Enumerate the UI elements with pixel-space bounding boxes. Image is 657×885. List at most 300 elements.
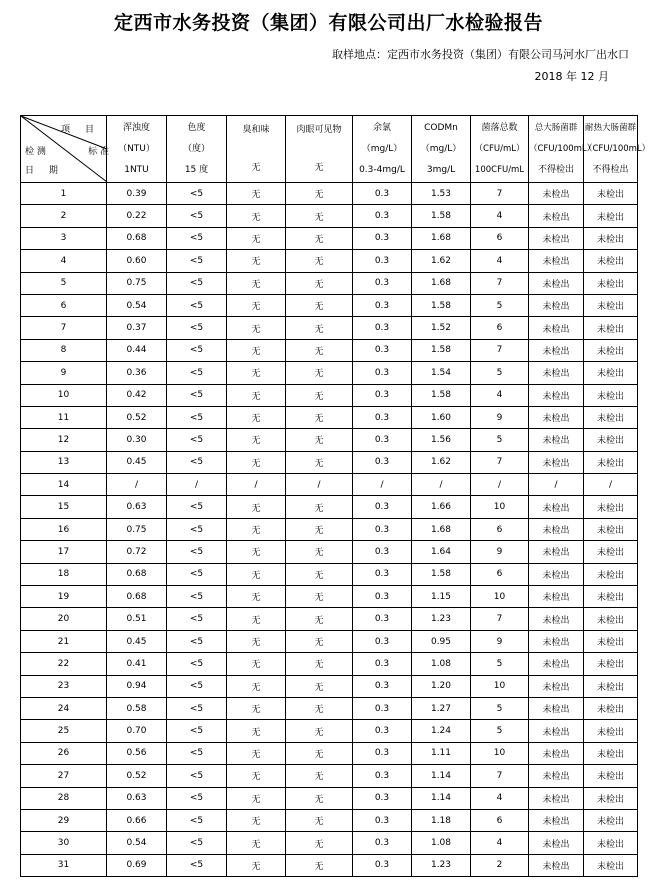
- table-row: [21, 720, 638, 742]
- cell-codmn: 1.66: [412, 496, 471, 518]
- cell-turbidity: 0.37: [107, 317, 167, 339]
- table-row: [21, 384, 638, 406]
- cell-thermo-coliform: 未检出: [584, 205, 638, 227]
- cell-colony-count: 6: [471, 809, 529, 831]
- cell-colony-count: 7: [471, 765, 529, 787]
- table-row: [21, 272, 638, 294]
- cell-turbidity: 0.54: [107, 294, 167, 316]
- cell-residual-chlorine: 0.3: [353, 317, 412, 339]
- cell-residual-chlorine: 0.3: [353, 742, 412, 764]
- cell-total-coliform: 未检出: [529, 362, 584, 384]
- cell-colony-count: 6: [471, 317, 529, 339]
- cell-date: 30: [21, 832, 107, 854]
- cell-residual-chlorine: 0.3: [353, 496, 412, 518]
- cell-visible-matter: /: [286, 474, 353, 496]
- cell-total-coliform: 未检出: [529, 541, 584, 563]
- cell-total-coliform: 未检出: [529, 742, 584, 764]
- cell-codmn: 1.23: [412, 608, 471, 630]
- cell-thermo-coliform: 未检出: [584, 518, 638, 540]
- cell-visible-matter: 无: [286, 429, 353, 451]
- cell-thermo-coliform: 未检出: [584, 787, 638, 809]
- cell-date: 9: [21, 362, 107, 384]
- cell-total-coliform: 未检出: [529, 809, 584, 831]
- cell-codmn: 1.23: [412, 854, 471, 876]
- cell-date: 13: [21, 451, 107, 473]
- cell-thermo-coliform: 未检出: [584, 675, 638, 697]
- table-row: [21, 608, 638, 630]
- cell-turbidity: 0.45: [107, 630, 167, 652]
- cell-colony-count: 7: [471, 183, 529, 205]
- cell-date: 25: [21, 720, 107, 742]
- cell-residual-chlorine: 0.3: [353, 250, 412, 272]
- cell-codmn: 0.95: [412, 630, 471, 652]
- cell-odor: 无: [227, 608, 286, 630]
- cell-color: <5: [167, 563, 227, 585]
- cell-thermo-coliform: 未检出: [584, 832, 638, 854]
- cell-visible-matter: 无: [286, 608, 353, 630]
- cell-codmn: 1.68: [412, 518, 471, 540]
- col-header-odor: 臭和味 无: [227, 116, 286, 183]
- col-header-residual-chlorine: 余氯 （mg/L） 0.3-4mg/L: [353, 116, 412, 183]
- cell-color: <5: [167, 250, 227, 272]
- cell-total-coliform: 未检出: [529, 451, 584, 473]
- cell-thermo-coliform: 未检出: [584, 406, 638, 428]
- col-header-thermo-coliform: 耐热大肠菌群 （CFU/100mL） 不得检出: [584, 116, 638, 183]
- cell-odor: 无: [227, 765, 286, 787]
- cell-residual-chlorine: 0.3: [353, 339, 412, 361]
- cell-codmn: /: [412, 474, 471, 496]
- table-row: [21, 854, 638, 876]
- cell-color: <5: [167, 451, 227, 473]
- cell-turbidity: /: [107, 474, 167, 496]
- cell-color: <5: [167, 272, 227, 294]
- cell-date: 20: [21, 608, 107, 630]
- cell-colony-count: 5: [471, 294, 529, 316]
- cell-codmn: 1.68: [412, 227, 471, 249]
- cell-date: 21: [21, 630, 107, 652]
- table-row: [21, 518, 638, 540]
- cell-turbidity: 0.30: [107, 429, 167, 451]
- cell-odor: 无: [227, 339, 286, 361]
- table-row: [21, 227, 638, 249]
- cell-color: <5: [167, 608, 227, 630]
- corner-item-label: 项 目: [61, 125, 100, 135]
- cell-color: <5: [167, 384, 227, 406]
- cell-thermo-coliform: 未检出: [584, 563, 638, 585]
- cell-odor: 无: [227, 183, 286, 205]
- cell-visible-matter: 无: [286, 250, 353, 272]
- cell-turbidity: 0.51: [107, 608, 167, 630]
- table-row: [21, 406, 638, 428]
- cell-odor: 无: [227, 720, 286, 742]
- cell-odor: 无: [227, 563, 286, 585]
- cell-codmn: 1.14: [412, 787, 471, 809]
- cell-date: 24: [21, 697, 107, 719]
- cell-turbidity: 0.41: [107, 653, 167, 675]
- cell-date: 7: [21, 317, 107, 339]
- cell-total-coliform: 未检出: [529, 496, 584, 518]
- cell-visible-matter: 无: [286, 630, 353, 652]
- cell-color: <5: [167, 205, 227, 227]
- cell-residual-chlorine: 0.3: [353, 720, 412, 742]
- cell-total-coliform: 未检出: [529, 675, 584, 697]
- cell-total-coliform: 未检出: [529, 697, 584, 719]
- cell-thermo-coliform: 未检出: [584, 362, 638, 384]
- table-row: [21, 205, 638, 227]
- cell-odor: 无: [227, 742, 286, 764]
- cell-total-coliform: 未检出: [529, 630, 584, 652]
- table-row: [21, 697, 638, 719]
- table-row: [21, 541, 638, 563]
- table-row: [21, 787, 638, 809]
- cell-codmn: 1.20: [412, 675, 471, 697]
- cell-color: <5: [167, 787, 227, 809]
- cell-total-coliform: 未检出: [529, 608, 584, 630]
- cell-date: 2: [21, 205, 107, 227]
- cell-date: 1: [21, 183, 107, 205]
- cell-date: 18: [21, 563, 107, 585]
- cell-colony-count: 5: [471, 697, 529, 719]
- report-date: 2018 年 12 月: [534, 70, 609, 83]
- cell-date: 29: [21, 809, 107, 831]
- cell-codmn: 1.62: [412, 250, 471, 272]
- cell-residual-chlorine: 0.3: [353, 675, 412, 697]
- cell-colony-count: 2: [471, 854, 529, 876]
- cell-visible-matter: 无: [286, 697, 353, 719]
- cell-thermo-coliform: 未检出: [584, 317, 638, 339]
- cell-colony-count: /: [471, 474, 529, 496]
- cell-visible-matter: 无: [286, 317, 353, 339]
- cell-turbidity: 0.63: [107, 496, 167, 518]
- cell-date: 19: [21, 586, 107, 608]
- inspection-table: [20, 115, 651, 877]
- table-row: [21, 362, 638, 384]
- table-row: [21, 339, 638, 361]
- cell-residual-chlorine: 0.3: [353, 563, 412, 585]
- cell-visible-matter: 无: [286, 272, 353, 294]
- cell-colony-count: 10: [471, 586, 529, 608]
- cell-residual-chlorine: 0.3: [353, 854, 412, 876]
- cell-colony-count: 7: [471, 451, 529, 473]
- header-row: [21, 116, 638, 183]
- cell-colony-count: 4: [471, 787, 529, 809]
- cell-turbidity: 0.69: [107, 854, 167, 876]
- cell-color: <5: [167, 362, 227, 384]
- cell-turbidity: 0.45: [107, 451, 167, 473]
- cell-color: <5: [167, 742, 227, 764]
- cell-codmn: 1.68: [412, 272, 471, 294]
- cell-thermo-coliform: 未检出: [584, 720, 638, 742]
- cell-thermo-coliform: 未检出: [584, 630, 638, 652]
- cell-color: <5: [167, 541, 227, 563]
- table-row: [21, 809, 638, 831]
- cell-turbidity: 0.70: [107, 720, 167, 742]
- cell-visible-matter: 无: [286, 362, 353, 384]
- cell-date: 5: [21, 272, 107, 294]
- cell-odor: 无: [227, 541, 286, 563]
- col-header-total-coliform: 总大肠菌群 （CFU/100mL） 不得检出: [529, 116, 584, 183]
- cell-color: <5: [167, 183, 227, 205]
- cell-residual-chlorine: 0.3: [353, 227, 412, 249]
- cell-codmn: 1.11: [412, 742, 471, 764]
- cell-codmn: 1.58: [412, 563, 471, 585]
- cell-turbidity: 0.36: [107, 362, 167, 384]
- cell-thermo-coliform: 未检出: [584, 854, 638, 876]
- cell-turbidity: 0.94: [107, 675, 167, 697]
- cell-thermo-coliform: 未检出: [584, 586, 638, 608]
- cell-colony-count: 10: [471, 496, 529, 518]
- cell-odor: 无: [227, 384, 286, 406]
- cell-color: <5: [167, 586, 227, 608]
- cell-codmn: 1.56: [412, 429, 471, 451]
- cell-colony-count: 7: [471, 339, 529, 361]
- cell-codmn: 1.62: [412, 451, 471, 473]
- cell-residual-chlorine: 0.3: [353, 697, 412, 719]
- cell-total-coliform: 未检出: [529, 854, 584, 876]
- cell-residual-chlorine: 0.3: [353, 384, 412, 406]
- table-row: [21, 832, 638, 854]
- cell-color: <5: [167, 854, 227, 876]
- cell-residual-chlorine: 0.3: [353, 294, 412, 316]
- cell-codmn: 1.08: [412, 653, 471, 675]
- cell-total-coliform: 未检出: [529, 586, 584, 608]
- cell-date: 14: [21, 474, 107, 496]
- cell-visible-matter: 无: [286, 496, 353, 518]
- cell-codmn: 1.58: [412, 384, 471, 406]
- col-header-colony-count: 菌落总数 （CFU/mL） 100CFU/mL: [471, 116, 529, 183]
- cell-odor: 无: [227, 294, 286, 316]
- cell-thermo-coliform: 未检出: [584, 339, 638, 361]
- cell-total-coliform: 未检出: [529, 563, 584, 585]
- cell-date: 31: [21, 854, 107, 876]
- cell-codmn: 1.08: [412, 832, 471, 854]
- cell-turbidity: 0.68: [107, 227, 167, 249]
- cell-date: 17: [21, 541, 107, 563]
- cell-thermo-coliform: 未检出: [584, 653, 638, 675]
- cell-colony-count: 4: [471, 832, 529, 854]
- sampling-location: 取样地点：定西市水务投资（集团）有限公司马河水厂出水口: [332, 48, 629, 61]
- cell-thermo-coliform: 未检出: [584, 608, 638, 630]
- table-row: [21, 451, 638, 473]
- cell-thermo-coliform: 未检出: [584, 183, 638, 205]
- cell-thermo-coliform: /: [584, 474, 638, 496]
- cell-codmn: 1.24: [412, 720, 471, 742]
- cell-turbidity: 0.66: [107, 809, 167, 831]
- cell-turbidity: 0.22: [107, 205, 167, 227]
- cell-visible-matter: 无: [286, 227, 353, 249]
- cell-thermo-coliform: 未检出: [584, 541, 638, 563]
- cell-residual-chlorine: 0.3: [353, 205, 412, 227]
- cell-color: <5: [167, 317, 227, 339]
- cell-visible-matter: 无: [286, 832, 353, 854]
- cell-colony-count: 10: [471, 742, 529, 764]
- cell-residual-chlorine: 0.3: [353, 451, 412, 473]
- cell-visible-matter: 无: [286, 653, 353, 675]
- cell-color: <5: [167, 720, 227, 742]
- table-row: [21, 675, 638, 697]
- cell-colony-count: 9: [471, 406, 529, 428]
- cell-visible-matter: 无: [286, 854, 353, 876]
- cell-date: 10: [21, 384, 107, 406]
- cell-date: 12: [21, 429, 107, 451]
- cell-thermo-coliform: 未检出: [584, 765, 638, 787]
- cell-turbidity: 0.56: [107, 742, 167, 764]
- cell-color: <5: [167, 227, 227, 249]
- cell-colony-count: 7: [471, 608, 529, 630]
- cell-visible-matter: 无: [286, 586, 353, 608]
- col-header-codmn: CODMn （mg/L） 3mg/L: [412, 116, 471, 183]
- table-row: [21, 653, 638, 675]
- cell-residual-chlorine: 0.3: [353, 362, 412, 384]
- cell-residual-chlorine: 0.3: [353, 272, 412, 294]
- cell-residual-chlorine: 0.3: [353, 787, 412, 809]
- corner-header-cell: [21, 116, 107, 183]
- table-row: [21, 630, 638, 652]
- cell-thermo-coliform: 未检出: [584, 227, 638, 249]
- cell-visible-matter: 无: [286, 339, 353, 361]
- table-row: [21, 429, 638, 451]
- cell-color: <5: [167, 653, 227, 675]
- cell-total-coliform: 未检出: [529, 227, 584, 249]
- cell-total-coliform: /: [529, 474, 584, 496]
- cell-date: 8: [21, 339, 107, 361]
- cell-color: <5: [167, 406, 227, 428]
- cell-colony-count: 5: [471, 362, 529, 384]
- cell-color: /: [167, 474, 227, 496]
- cell-odor: 无: [227, 272, 286, 294]
- cell-odor: 无: [227, 451, 286, 473]
- cell-odor: 无: [227, 429, 286, 451]
- cell-thermo-coliform: 未检出: [584, 294, 638, 316]
- cell-odor: 无: [227, 406, 286, 428]
- cell-visible-matter: 无: [286, 294, 353, 316]
- report-title: 定西市水务投资（集团）有限公司出厂水检验报告: [113, 12, 543, 34]
- cell-odor: 无: [227, 518, 286, 540]
- cell-odor: 无: [227, 809, 286, 831]
- table-row: [21, 474, 638, 496]
- cell-codmn: 1.58: [412, 205, 471, 227]
- table-row: [21, 294, 638, 316]
- cell-turbidity: 0.54: [107, 832, 167, 854]
- table-row: [21, 317, 638, 339]
- cell-total-coliform: 未检出: [529, 294, 584, 316]
- cell-color: <5: [167, 675, 227, 697]
- col-header-color: 色度 （度） 15 度: [167, 116, 227, 183]
- cell-color: <5: [167, 630, 227, 652]
- table-body: [21, 183, 638, 877]
- cell-codmn: 1.60: [412, 406, 471, 428]
- cell-thermo-coliform: 未检出: [584, 697, 638, 719]
- cell-visible-matter: 无: [286, 541, 353, 563]
- cell-visible-matter: 无: [286, 183, 353, 205]
- cell-date: 22: [21, 653, 107, 675]
- cell-date: 26: [21, 742, 107, 764]
- cell-thermo-coliform: 未检出: [584, 742, 638, 764]
- cell-turbidity: 0.39: [107, 183, 167, 205]
- cell-turbidity: 0.60: [107, 250, 167, 272]
- cell-colony-count: 5: [471, 720, 529, 742]
- cell-colony-count: 4: [471, 384, 529, 406]
- cell-residual-chlorine: 0.3: [353, 541, 412, 563]
- cell-turbidity: 0.63: [107, 787, 167, 809]
- cell-turbidity: 0.52: [107, 765, 167, 787]
- cell-visible-matter: 无: [286, 451, 353, 473]
- cell-total-coliform: 未检出: [529, 384, 584, 406]
- cell-colony-count: 5: [471, 653, 529, 675]
- cell-colony-count: 6: [471, 518, 529, 540]
- cell-codmn: 1.53: [412, 183, 471, 205]
- table-row: [21, 183, 638, 205]
- cell-colony-count: 6: [471, 227, 529, 249]
- cell-date: 16: [21, 518, 107, 540]
- cell-color: <5: [167, 832, 227, 854]
- cell-residual-chlorine: 0.3: [353, 809, 412, 831]
- cell-odor: 无: [227, 832, 286, 854]
- cell-color: <5: [167, 765, 227, 787]
- cell-color: <5: [167, 294, 227, 316]
- cell-visible-matter: 无: [286, 675, 353, 697]
- cell-odor: /: [227, 474, 286, 496]
- cell-total-coliform: 未检出: [529, 720, 584, 742]
- cell-visible-matter: 无: [286, 765, 353, 787]
- cell-visible-matter: 无: [286, 384, 353, 406]
- cell-total-coliform: 未检出: [529, 183, 584, 205]
- cell-thermo-coliform: 未检出: [584, 451, 638, 473]
- cell-date: 6: [21, 294, 107, 316]
- cell-color: <5: [167, 339, 227, 361]
- cell-color: <5: [167, 809, 227, 831]
- cell-residual-chlorine: 0.3: [353, 630, 412, 652]
- cell-codmn: 1.64: [412, 541, 471, 563]
- cell-thermo-coliform: 未检出: [584, 272, 638, 294]
- cell-date: 28: [21, 787, 107, 809]
- cell-colony-count: 6: [471, 563, 529, 585]
- cell-total-coliform: 未检出: [529, 272, 584, 294]
- cell-odor: 无: [227, 630, 286, 652]
- cell-color: <5: [167, 496, 227, 518]
- col-header-turbidity: 浑浊度 （NTU） 1NTU: [107, 116, 167, 183]
- cell-residual-chlorine: 0.3: [353, 832, 412, 854]
- cell-date: 23: [21, 675, 107, 697]
- cell-colony-count: 5: [471, 429, 529, 451]
- cell-odor: 无: [227, 317, 286, 339]
- cell-visible-matter: 无: [286, 720, 353, 742]
- cell-total-coliform: 未检出: [529, 518, 584, 540]
- cell-turbidity: 0.44: [107, 339, 167, 361]
- cell-total-coliform: 未检出: [529, 429, 584, 451]
- cell-turbidity: 0.52: [107, 406, 167, 428]
- cell-odor: 无: [227, 854, 286, 876]
- table-row: [21, 496, 638, 518]
- cell-turbidity: 0.58: [107, 697, 167, 719]
- cell-colony-count: 4: [471, 205, 529, 227]
- cell-codmn: 1.27: [412, 697, 471, 719]
- cell-odor: 无: [227, 787, 286, 809]
- cell-thermo-coliform: 未检出: [584, 496, 638, 518]
- cell-total-coliform: 未检出: [529, 832, 584, 854]
- cell-total-coliform: 未检出: [529, 317, 584, 339]
- cell-codmn: 1.58: [412, 294, 471, 316]
- table-row: [21, 586, 638, 608]
- cell-visible-matter: 无: [286, 518, 353, 540]
- cell-odor: 无: [227, 227, 286, 249]
- cell-codmn: 1.58: [412, 339, 471, 361]
- cell-residual-chlorine: 0.3: [353, 183, 412, 205]
- cell-codmn: 1.15: [412, 586, 471, 608]
- cell-turbidity: 0.68: [107, 563, 167, 585]
- cell-residual-chlorine: 0.3: [353, 653, 412, 675]
- cell-odor: 无: [227, 362, 286, 384]
